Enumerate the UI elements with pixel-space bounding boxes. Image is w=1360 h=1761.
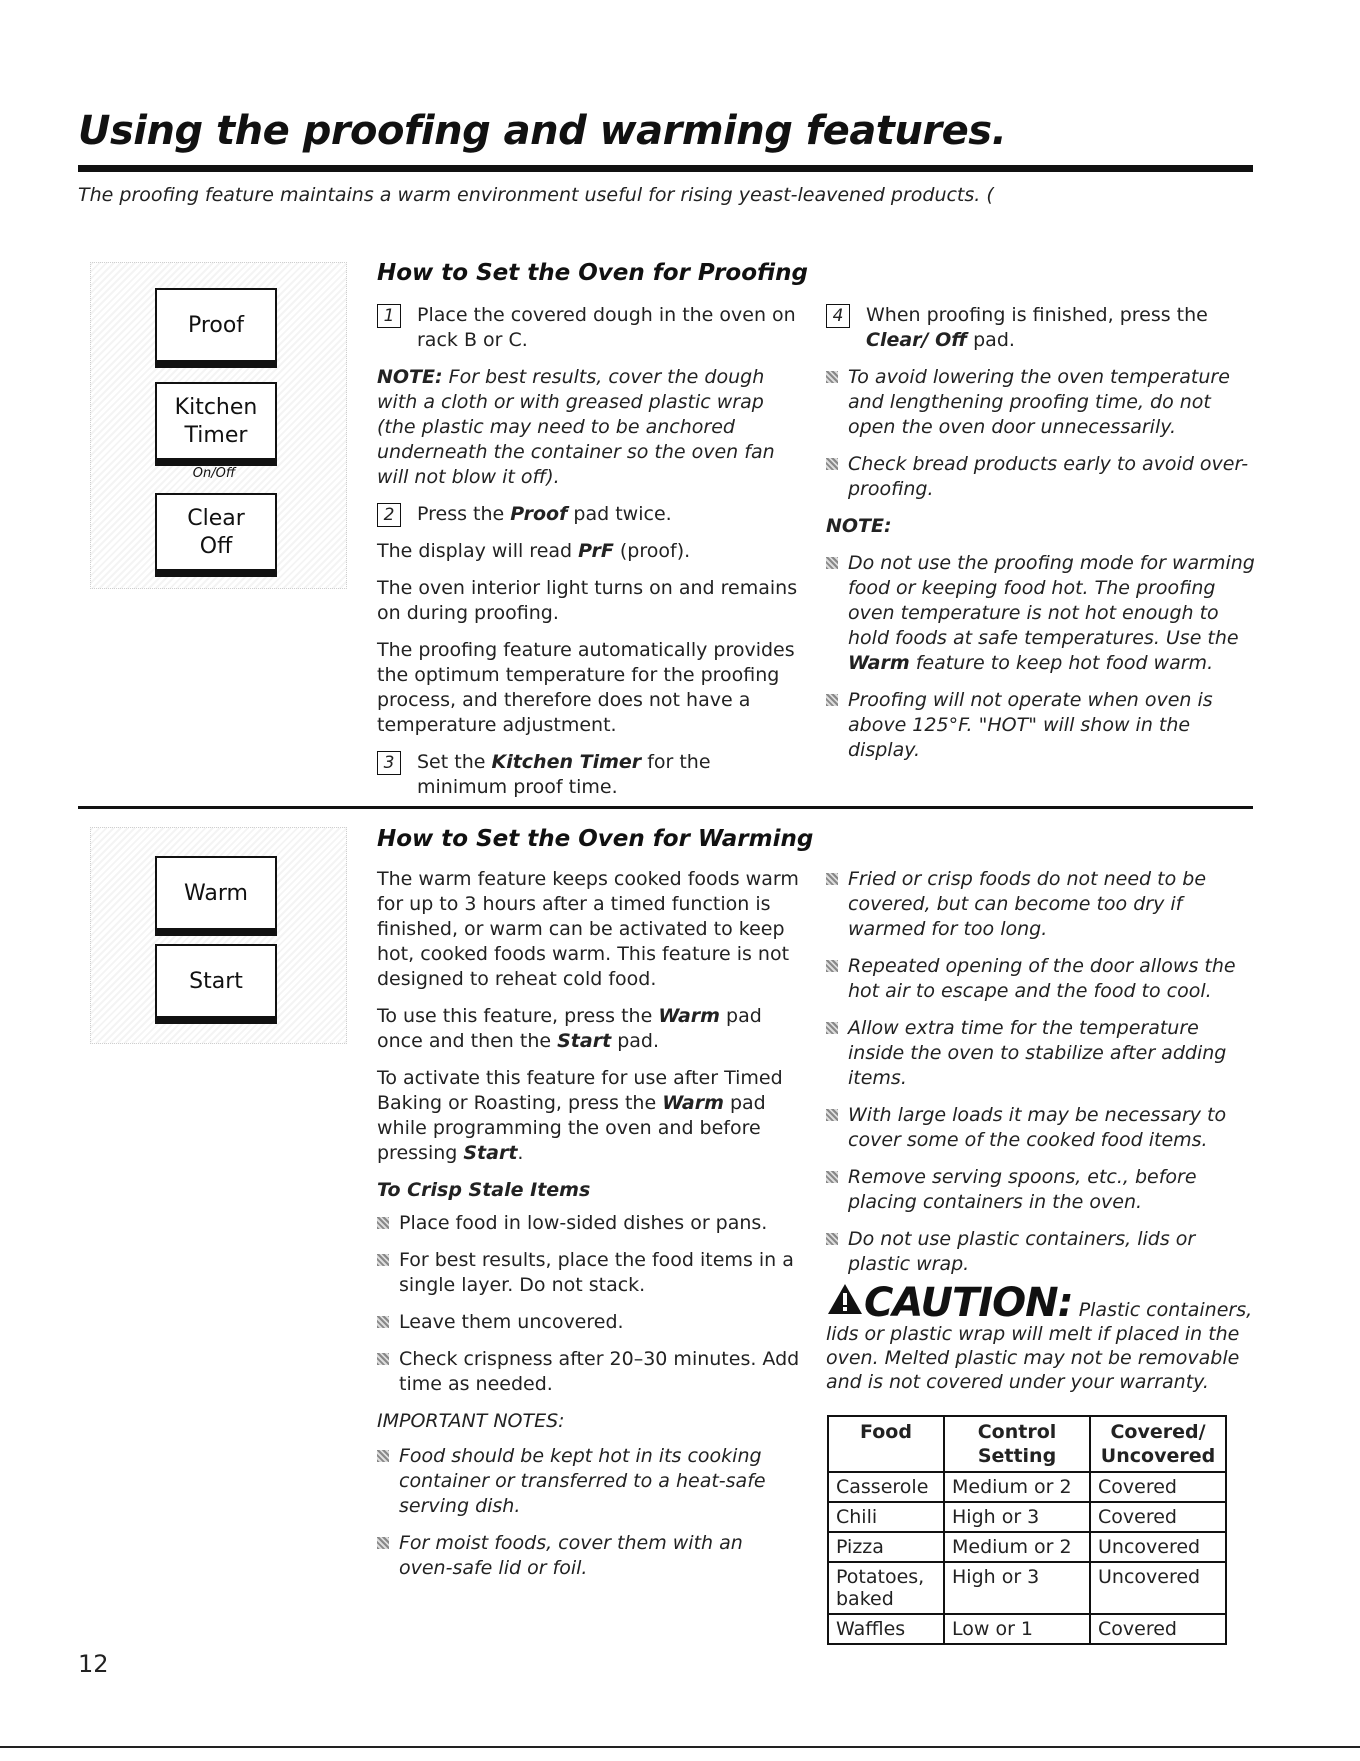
text: To activate this feature for use after Timed Baking or Roasting, press the xyxy=(377,1067,783,1114)
kitchen-timer-pad-name: Kitchen Timer xyxy=(491,751,642,773)
clear-off-pad-name: Clear/ Off xyxy=(866,329,968,351)
proofing-left-column xyxy=(377,303,802,812)
proof-key-label: Proof xyxy=(187,313,245,338)
table-header-control: Control Setting xyxy=(944,1416,1090,1472)
important-note xyxy=(377,1531,802,1581)
warming-note xyxy=(826,867,1256,942)
step-text: pad twice. xyxy=(573,503,672,525)
proofing-heading: How to Set the Oven for Proofing xyxy=(377,260,808,286)
table-header-food: Food xyxy=(828,1416,944,1472)
clear-off-key xyxy=(155,493,277,577)
step-text: Set the xyxy=(417,751,486,773)
table-cell: Covered xyxy=(1090,1502,1226,1532)
kitchen-timer-key xyxy=(155,382,277,466)
crisp-text: Check crispness after 20–30 minutes. Add time as needed. xyxy=(399,1348,800,1395)
crisp-text: For best results, place the food items in a single layer. Do not stack. xyxy=(399,1249,794,1296)
proofing-note-2-label: NOTE: xyxy=(826,515,892,537)
table-cell: Pizza xyxy=(828,1532,944,1562)
bullet-icon xyxy=(377,1316,389,1328)
text: The display will read xyxy=(377,540,573,562)
crisp-item xyxy=(377,1310,802,1335)
step-text: for the minimum proof time. xyxy=(417,751,711,798)
bullet-icon xyxy=(826,873,838,885)
warm-pad-name: Warm xyxy=(662,1092,724,1114)
kitchen-timer-key-label-1: Kitchen xyxy=(174,395,258,420)
text: (proof). xyxy=(619,540,691,562)
warming-note xyxy=(826,1227,1256,1277)
important-note xyxy=(377,1444,802,1519)
step-text: Place the covered dough in the oven on rack B or C. xyxy=(417,304,796,351)
bottom-edge-line xyxy=(0,1746,1360,1748)
table-cell: Uncovered xyxy=(1090,1532,1226,1562)
key-underline xyxy=(157,569,275,575)
clear-key-label-2: Off xyxy=(199,534,233,559)
bullet-icon xyxy=(826,458,838,470)
proofing-note xyxy=(826,688,1256,763)
table-cell: Uncovered xyxy=(1090,1562,1226,1614)
warm-key-label: Warm xyxy=(184,881,248,906)
crisp-item xyxy=(377,1248,802,1298)
note-text: Food should be kept hot in its cooking container or transferred to a heat-safe serving dish. xyxy=(399,1445,766,1517)
proofing-step-3 xyxy=(377,750,802,800)
note-text: Allow extra time for the temperature inside the oven to stabilize after adding items. xyxy=(848,1017,1227,1089)
intro-text: The proofing feature maintains a warm environment useful for rising yeast-leavened products. ( xyxy=(78,184,994,206)
table-row xyxy=(828,1614,1226,1644)
step-number: 2 xyxy=(377,503,401,527)
text: pad once and then the xyxy=(377,1005,762,1052)
warm-feature-name: Warm xyxy=(848,652,910,674)
warming-left-column xyxy=(377,867,802,1593)
caution-text: Plastic containers, lids or plastic wrap will melt if placed in the oven. Melted plastic may not be removable and is not covered under your warranty. xyxy=(826,1299,1253,1393)
light-text: The oven interior light turns on and remains on during proofing. xyxy=(377,577,798,624)
bullet-icon xyxy=(377,1353,389,1365)
note-text: feature to keep hot food warm. xyxy=(915,652,1214,674)
bullet-icon xyxy=(826,694,838,706)
warm-pad-name: Warm xyxy=(658,1005,720,1027)
text: . xyxy=(517,1142,524,1164)
key-underline xyxy=(157,928,275,934)
proofing-tip xyxy=(826,452,1256,502)
proof-pad-name: Proof xyxy=(510,503,568,525)
note-text: For best results, cover the dough with a cloth or with greased plastic wrap (the plastic may need to be anchored underneath the container so the oven fan will not blow it off). xyxy=(377,366,775,488)
text: To use this feature, press the xyxy=(377,1005,653,1027)
on-off-label: On/Off xyxy=(192,466,236,481)
crisp-item xyxy=(377,1347,802,1397)
table-cell: Chili xyxy=(828,1502,944,1532)
page-number: 12 xyxy=(78,1650,109,1678)
step-number: 1 xyxy=(377,304,401,328)
crisp-text: Place food in low-sided dishes or pans. xyxy=(399,1212,768,1234)
key-underline xyxy=(157,1016,275,1022)
table-header-covered: Covered/ Uncovered xyxy=(1090,1416,1226,1472)
bullet-icon xyxy=(826,557,838,569)
warning-triangle-icon xyxy=(826,1282,864,1316)
table-cell: High or 3 xyxy=(944,1502,1090,1532)
proofing-tip xyxy=(826,365,1256,440)
step-text: pad. xyxy=(973,329,1015,351)
start-key xyxy=(155,944,277,1024)
note-label: NOTE: xyxy=(377,366,443,388)
crisp-heading: To Crisp Stale Items xyxy=(377,1179,591,1201)
table-cell: Covered xyxy=(1090,1472,1226,1502)
step-number: 3 xyxy=(377,751,401,775)
proofing-right-column xyxy=(826,303,1256,775)
display-text xyxy=(377,539,802,564)
table-row xyxy=(828,1532,1226,1562)
warming-heading: How to Set the Oven for Warming xyxy=(377,826,814,852)
start-key-label: Start xyxy=(189,969,243,994)
step-text: When proofing is finished, press the xyxy=(866,304,1208,326)
text: pad while programming the oven and before pressing xyxy=(377,1092,766,1164)
warming-usage xyxy=(377,1004,802,1054)
text: pad. xyxy=(617,1030,660,1052)
tip-text: Check bread products early to avoid over-proofing. xyxy=(848,453,1249,500)
table-cell: Low or 1 xyxy=(944,1614,1090,1644)
key-underline xyxy=(157,458,275,464)
page-title: Using the proofing and warming features. xyxy=(78,108,1007,154)
bullet-icon xyxy=(377,1217,389,1229)
clear-key-label-1: Clear xyxy=(187,506,245,531)
display-code: PrF xyxy=(578,540,614,562)
warming-timed-usage xyxy=(377,1066,802,1166)
section-rule xyxy=(78,806,1253,809)
table-cell: Casserole xyxy=(828,1472,944,1502)
bullet-icon xyxy=(377,1254,389,1266)
warming-right-column xyxy=(826,867,1256,1289)
key-underline xyxy=(157,360,275,366)
warming-note xyxy=(826,1103,1256,1153)
proofing-note xyxy=(826,551,1256,676)
proofing-note-1 xyxy=(377,365,802,490)
note-text: For moist foods, cover them with an oven-safe lid or foil. xyxy=(399,1532,743,1579)
table-header-row xyxy=(828,1416,1226,1472)
bullet-icon xyxy=(826,1109,838,1121)
proofing-step-4 xyxy=(826,303,1256,353)
note-text: Do not use the proofing mode for warming food or keeping food hot. The proofing oven temperature is not hot enough to hold foods at safe temperatures. Use the xyxy=(848,552,1255,649)
table-cell: High or 3 xyxy=(944,1562,1090,1614)
tip-text: To avoid lowering the oven temperature and lengthening proofing time, do not open the oven door unnecessarily. xyxy=(848,366,1230,438)
step-text: Press the xyxy=(417,503,505,525)
bullet-icon xyxy=(377,1450,389,1462)
table-row xyxy=(828,1502,1226,1532)
note-text: With large loads it may be necessary to cover some of the cooked food items. xyxy=(848,1104,1227,1151)
table-row xyxy=(828,1472,1226,1502)
note-text: Repeated opening of the door allows the hot air to escape and the food to cool. xyxy=(848,955,1236,1002)
table-cell: Potatoes, baked xyxy=(828,1562,944,1614)
warming-intro: The warm feature keeps cooked foods warm for up to 3 hours after a timed function is finished, or warm can be activated to keep hot, cooked foods warm. This feature is not designed to reheat cold food. xyxy=(377,868,799,990)
important-notes-label: IMPORTANT NOTES: xyxy=(377,1410,565,1432)
bullet-icon xyxy=(377,1537,389,1549)
table-cell: Covered xyxy=(1090,1614,1226,1644)
crisp-item xyxy=(377,1211,802,1236)
table-row xyxy=(828,1562,1226,1614)
bullet-icon xyxy=(826,1171,838,1183)
warming-note xyxy=(826,1016,1256,1091)
bullet-icon xyxy=(826,371,838,383)
proofing-step-2 xyxy=(377,502,802,527)
warming-note xyxy=(826,1165,1256,1215)
kitchen-timer-key-label-2: Timer xyxy=(184,423,248,448)
caution-word: CAUTION: xyxy=(864,1280,1073,1326)
warm-key xyxy=(155,856,277,936)
crisp-text: Leave them uncovered. xyxy=(399,1311,624,1333)
proof-key xyxy=(155,288,277,368)
bullet-icon xyxy=(826,1022,838,1034)
step-number: 4 xyxy=(826,304,850,328)
table-cell: Medium or 2 xyxy=(944,1532,1090,1562)
note-text: Remove serving spoons, etc., before placing containers in the oven. xyxy=(848,1166,1197,1213)
note-text: Fried or crisp foods do not need to be covered, but can become too dry if warmed for too long. xyxy=(848,868,1207,940)
note-text: Do not use plastic containers, lids or plastic wrap. xyxy=(848,1228,1196,1275)
auto-text: The proofing feature automatically provides the optimum temperature for the proofing process, and therefore does not have a temperature adjustment. xyxy=(377,639,795,736)
note-text: Proofing will not operate when oven is above 125°F. "HOT" will show in the display. xyxy=(848,689,1213,761)
bullet-icon xyxy=(826,1233,838,1245)
caution-block xyxy=(826,1282,1256,1394)
title-rule xyxy=(78,165,1253,172)
warming-note xyxy=(826,954,1256,1004)
table-cell: Waffles xyxy=(828,1614,944,1644)
proofing-step-1 xyxy=(377,303,802,353)
start-pad-name: Start xyxy=(463,1142,518,1164)
warming-table xyxy=(827,1415,1227,1645)
table-cell: Medium or 2 xyxy=(944,1472,1090,1502)
start-pad-name: Start xyxy=(557,1030,612,1052)
bullet-icon xyxy=(826,960,838,972)
